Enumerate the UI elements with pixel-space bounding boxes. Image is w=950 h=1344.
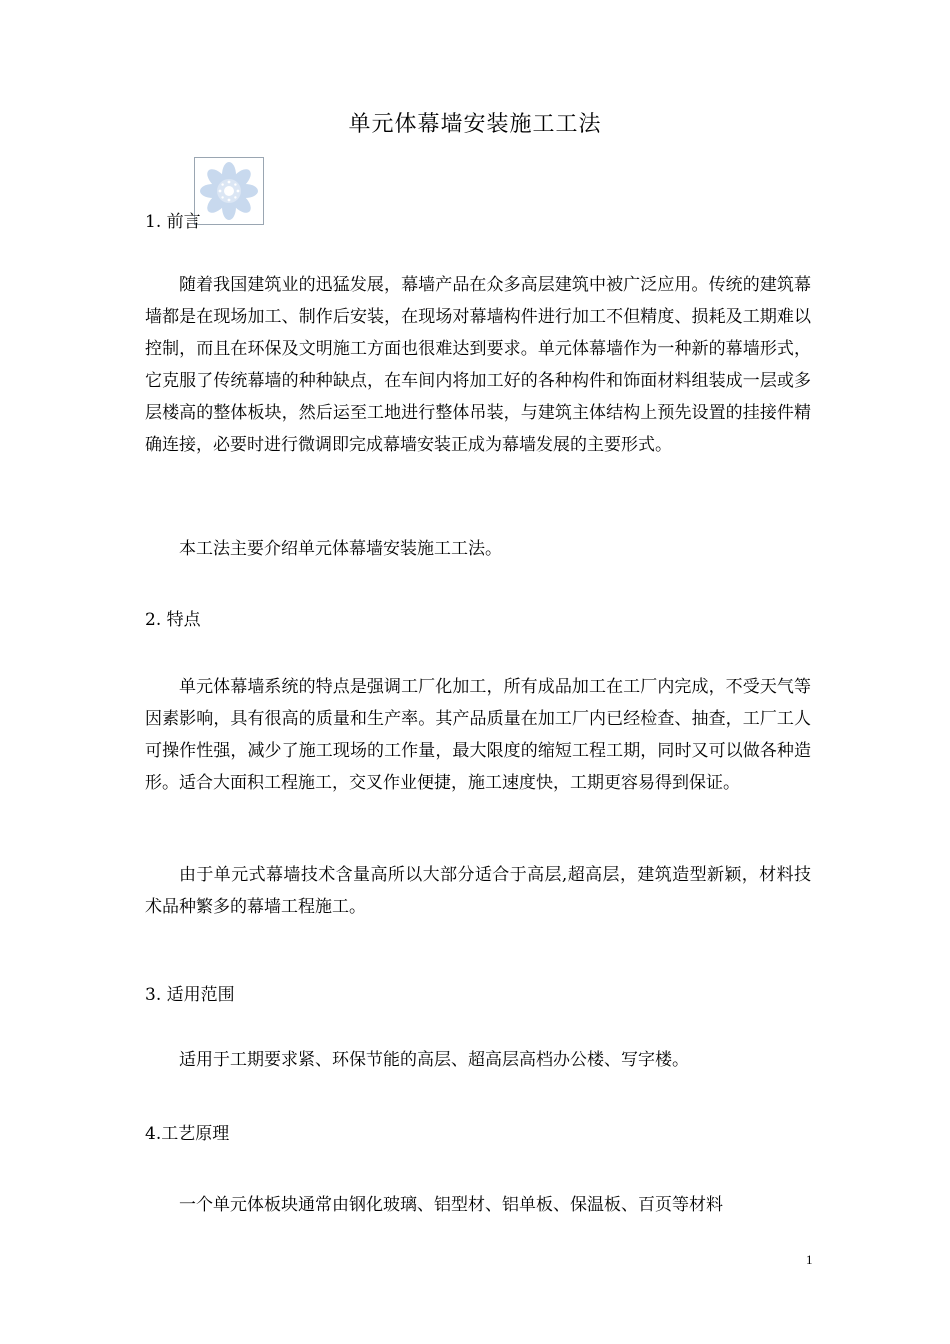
section-heading-1: 1. 前言 [145, 212, 201, 232]
section-2-paragraph-1: 单元体幕墙系统的特点是强调工厂化加工，所有成品加工在工厂内完成，不受天气等因素影响，具有很高的质量和生产率。其产品质量在加工厂内已经检查、抽查，工厂工人可操作性强，减少了施工现场的工作量，最大限度的缩短工程工期，同时又可以做各种造形。适合大面积工程施工，交叉作业便捷，施工速度快，工期更容易得到保证。 [145, 677, 811, 793]
section-heading-4: 4.工艺原理 [145, 1124, 230, 1144]
section-4-paragraph-1: 一个单元体板块通常由钢化玻璃、铝型材、铝单板、保温板、百页等材料 [179, 1195, 723, 1215]
page-title: 单元体幕墙安装施工工法 [348, 112, 602, 137]
section-heading-2: 2. 特点 [145, 610, 201, 630]
snowflake-emblem-icon [194, 157, 264, 225]
section-1-paragraph-2: 本工法主要介绍单元体幕墙安装施工工法。 [179, 539, 502, 559]
section-3-paragraph-1: 适用于工期要求紧、环保节能的高层、超高层高档办公楼、写字楼。 [179, 1050, 689, 1070]
section-1-paragraph-1: 随着我国建筑业的迅猛发展，幕墙产品在众多高层建筑中被广泛应用。传统的建筑幕墙都是在现场加工、制作后安装，在现场对幕墙构件进行加工不但精度、损耗及工期难以控制，而且在环保及文明施工方面也很难达到要求。单元体幕墙作为一种新的幕墙形式，它克服了传统幕墙的种种缺点，在车间内将加工好的各种构件和饰面材料组装成一层或多层楼高的整体板块，然后运至工地进行整体吊装，与建筑主体结构上预先设置的挂接件精确连接，必要时进行微调即完成幕墙安装正成为幕墙发展的主要形式。 [145, 275, 811, 455]
section-2-paragraph-2: 由于单元式幕墙技术含量高所以大部分适合于高层,超高层，建筑造型新颖，材料技术品种繁多的幕墙工程施工。 [145, 865, 811, 917]
page-number: 1 [806, 1252, 813, 1267]
section-heading-3: 3. 适用范围 [145, 985, 235, 1005]
